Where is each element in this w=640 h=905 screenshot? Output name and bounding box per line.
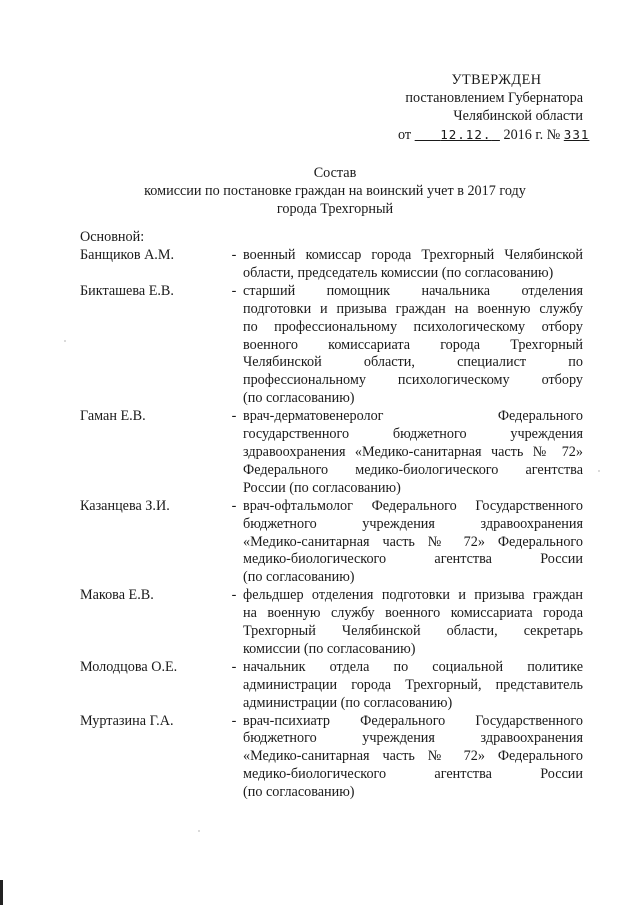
- decree-number: 331: [563, 126, 590, 142]
- member-row: [80, 713, 585, 803]
- member-dash: -: [231, 408, 237, 425]
- section-label: Основной:: [80, 229, 145, 245]
- member-role-line: бюджетного учреждения здравоохранения: [243, 730, 583, 747]
- member-role-line: военный комиссар города Трехгорный Челябинской: [243, 247, 583, 263]
- date-suffix: 2016 г. №: [503, 126, 561, 143]
- member-role: [243, 247, 583, 283]
- approval-date-line: [380, 126, 595, 145]
- member-role-line: врач-дерматовенеролог Федерального: [243, 408, 583, 425]
- member-name: Банщиков А.М.: [80, 247, 175, 263]
- member-row: [80, 283, 585, 408]
- scan-speck: [198, 830, 200, 832]
- date-prefix: от: [398, 126, 412, 143]
- member-role: [243, 498, 583, 588]
- member-role-line: (по согласованию): [243, 390, 355, 407]
- members-list: [80, 247, 585, 802]
- document-title-block: [120, 165, 550, 219]
- member-role-line: медико-биологического агентства России: [243, 766, 583, 783]
- member-role: [243, 283, 583, 408]
- document-subtitle-1: комиссии по постановке граждан на воинский учет в 2017 году: [144, 182, 526, 199]
- date-value: 12.12.: [440, 126, 492, 142]
- member-role-line: на военную службу военного комиссариата города: [243, 605, 583, 622]
- member-dash: -: [231, 247, 237, 263]
- member-role-line: по профессиональному психологическому отбору: [243, 318, 583, 335]
- document-subtitle-2: города Трехгорный: [276, 200, 394, 217]
- approval-stamp: [380, 72, 595, 145]
- member-dash: -: [231, 282, 237, 299]
- member-role-line: (по согласованию): [243, 569, 355, 586]
- member-name: Молодцова О.Е.: [80, 658, 178, 675]
- member-role: [243, 408, 583, 498]
- member-role-line: Челябинской области, специалист по: [243, 354, 583, 371]
- member-role-line: Федерального медико-биологического агентства: [243, 461, 583, 478]
- member-role-line: (по согласованию): [243, 784, 355, 801]
- scan-speck: [64, 340, 66, 342]
- member-role-line: профессиональному психологическому отбору: [243, 372, 583, 389]
- document-title: Состав: [313, 165, 357, 181]
- member-role-line: бюджетного учреждения здравоохранения: [243, 515, 583, 532]
- member-role-line: фельдшер отделения подготовки и призыва граждан: [243, 587, 583, 604]
- member-role-line: «Медико-санитарная часть № 72» Федерального: [243, 533, 583, 550]
- member-role-line: врач-офтальмолог Федерального Государственного: [243, 497, 583, 514]
- member-dash: -: [231, 587, 237, 604]
- member-role-line: государственного бюджетного учреждения: [243, 426, 583, 443]
- member-role-line: Трехгорный Челябинской области, секретарь: [243, 623, 583, 640]
- member-role: [243, 713, 583, 803]
- member-role-line: подготовки и призыва граждан на военную службу: [243, 300, 583, 317]
- member-row: [80, 587, 585, 659]
- approval-line-1: постановлением Губернатора: [405, 89, 583, 106]
- member-role: [243, 659, 583, 713]
- member-role-line: медико-биологического агентства России: [243, 551, 583, 568]
- member-role-line: военного комиссариата города Трехгорный: [243, 336, 583, 353]
- member-role-line: администрации города Трехгорный, представитель: [243, 676, 583, 693]
- approval-heading: УТВЕРЖДЕН: [451, 72, 542, 88]
- member-name: Бикташева Е.В.: [80, 282, 174, 299]
- member-dash: -: [231, 658, 237, 675]
- member-row: [80, 659, 585, 713]
- member-name: Казанцева З.И.: [80, 497, 170, 514]
- scan-speck: [598, 470, 600, 472]
- member-dash: -: [231, 712, 237, 729]
- member-name: Муртазина Г.А.: [80, 712, 174, 729]
- member-role-line: России (по согласованию): [243, 479, 401, 496]
- member-role-line: здравоохранения «Медико-санитарная часть № 72»: [243, 443, 583, 460]
- scan-edge-mark: [0, 880, 3, 905]
- member-role-line: комиссии (по согласованию): [243, 640, 416, 657]
- member-role-line: «Медико-санитарная часть № 72» Федерального: [243, 748, 583, 765]
- member-row: [80, 247, 585, 283]
- member-row: [80, 408, 585, 498]
- member-dash: -: [231, 497, 237, 514]
- member-role-line: области, председатель комиссии (по согласованию): [243, 264, 554, 281]
- member-name: Гаман Е.В.: [80, 408, 146, 425]
- member-role-line: старший помощник начальника отделения: [243, 282, 583, 299]
- member-role-line: врач-психиатр Федерального Государственного: [243, 712, 583, 729]
- member-name: Макова Е.В.: [80, 587, 154, 604]
- approval-line-2: Челябинской области: [453, 107, 583, 124]
- member-role-line: начальник отдела по социальной политике: [243, 658, 583, 675]
- member-role: [243, 587, 583, 659]
- member-role-line: администрации (по согласованию): [243, 694, 453, 711]
- member-row: [80, 498, 585, 588]
